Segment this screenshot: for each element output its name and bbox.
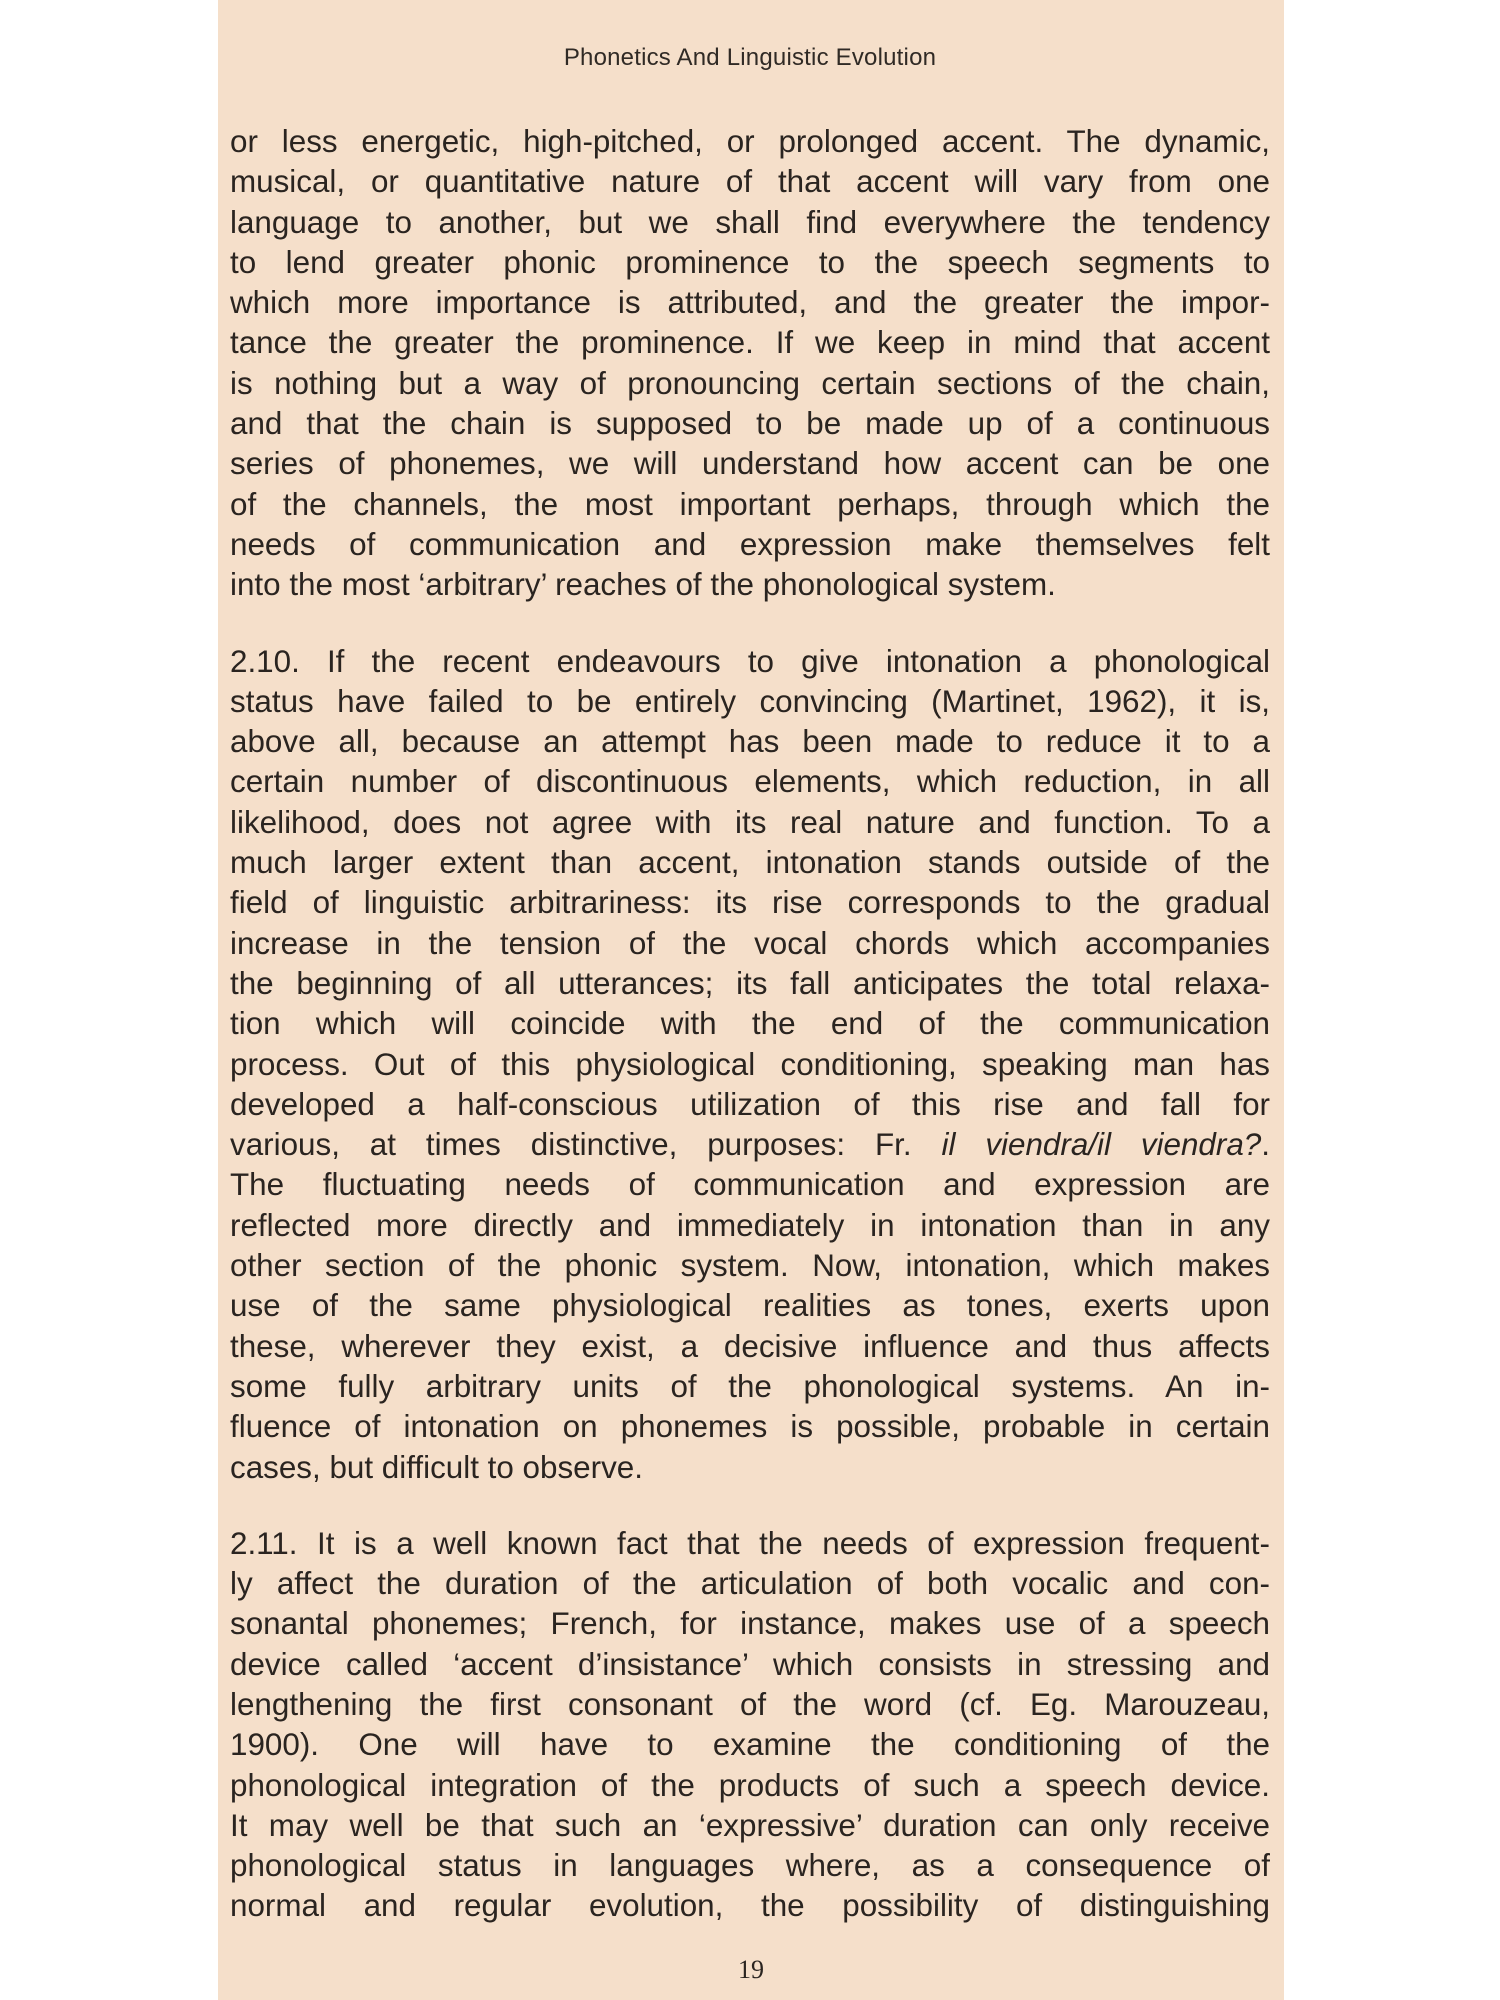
paragraph-spacer bbox=[230, 1488, 1270, 1524]
text-line: other section of the phonic system. Now, intonation, which makes bbox=[230, 1248, 1270, 1284]
text-line: device called ‘accent d’insistance’ which consists in stressing and bbox=[230, 1646, 1270, 1682]
text-line: 2.10. If the recent endeavours to give intonation a phonological bbox=[230, 643, 1270, 679]
text-line: needs of communication and expression make themselves felt bbox=[230, 526, 1270, 562]
paragraph-2-10 bbox=[230, 642, 1270, 1488]
text-line: It may well be that such an ‘expressive’ duration can only receive bbox=[230, 1807, 1270, 1843]
text-line: tion which will coincide with the end of the communication bbox=[230, 1006, 1270, 1042]
text-line: musical, or quantitative nature of that accent will vary from one bbox=[230, 164, 1270, 200]
text-line: ly affect the duration of the articulation of both vocalic and con- bbox=[230, 1566, 1270, 1602]
text-line: and that the chain is supposed to be made up of a continuous bbox=[230, 406, 1270, 442]
paragraph-2-11 bbox=[230, 1524, 1270, 1927]
text-line: likelihood, does not agree with its real nature and function. To a bbox=[230, 804, 1270, 840]
book-page bbox=[218, 0, 1284, 2000]
text-line: much larger extent than accent, intonation stands outside of the bbox=[230, 845, 1270, 881]
text-line: tance the greater the prominence. If we keep in mind that accent bbox=[230, 325, 1270, 361]
text-line: into the most ‘arbitrary’ reaches of the phonological system. bbox=[230, 567, 1056, 603]
text-line: to lend greater phonic prominence to the speech segments to bbox=[230, 244, 1270, 280]
paragraph-1 bbox=[230, 122, 1270, 606]
text-line: lengthening the first consonant of the word (cf. Eg. Marouzeau, bbox=[230, 1686, 1270, 1722]
text-line: use of the same physiological realities as tones, exerts upon bbox=[230, 1288, 1270, 1324]
text-line: is nothing but a way of pronouncing certain sections of the chain, bbox=[230, 365, 1270, 401]
text-line: these, wherever they exist, a decisive influence and thus affects bbox=[230, 1328, 1270, 1364]
text-line-with-italic-example bbox=[230, 1125, 1270, 1165]
text-line: series of phonemes, we will understand how accent can be one bbox=[230, 446, 1270, 482]
text-segment: . bbox=[1261, 1127, 1270, 1163]
page-number: 19 bbox=[738, 1955, 764, 1984]
text-segment: various, at times distinctive, purposes: Fr. bbox=[230, 1127, 942, 1163]
text-line: phonological integration of the products of such a speech device. bbox=[230, 1767, 1270, 1803]
text-line: field of linguistic arbitrariness: its rise corresponds to the gradual bbox=[230, 885, 1270, 921]
text-line: increase in the tension of the vocal chords which accompanies bbox=[230, 925, 1270, 961]
running-head: Phonetics And Linguistic Evolution bbox=[563, 44, 937, 71]
italic-example: il viendra/il viendra? bbox=[941, 1127, 1262, 1163]
text-line: The fluctuating needs of communication and expression are bbox=[230, 1167, 1270, 1203]
text-line: 2.11. It is a well known fact that the needs of expression frequent- bbox=[230, 1525, 1270, 1561]
text-line: the beginning of all utterances; its fall anticipates the total relaxa- bbox=[230, 965, 1270, 1001]
text-line: phonological status in languages where, as a consequence of bbox=[230, 1848, 1270, 1884]
text-line: normal and regular evolution, the possibility of distinguishing bbox=[230, 1888, 1270, 1924]
text-line: language to another, but we shall find everywhere the tendency bbox=[230, 204, 1270, 240]
text-line: status have failed to be entirely convincing (Martinet, 1962), it is, bbox=[230, 683, 1270, 719]
text-line: some fully arbitrary units of the phonological systems. An in- bbox=[230, 1368, 1270, 1404]
text-line: process. Out of this physiological conditioning, speaking man has bbox=[230, 1046, 1270, 1082]
text-line: above all, because an attempt has been made to reduce it to a bbox=[230, 724, 1270, 760]
text-line: of the channels, the most important perhaps, through which the bbox=[230, 486, 1270, 522]
text-line: fluence of intonation on phonemes is possible, probable in certain bbox=[230, 1409, 1270, 1445]
text-line: which more importance is attributed, and the greater the impor- bbox=[230, 285, 1270, 321]
text-line: sonantal phonemes; French, for instance, makes use of a speech bbox=[230, 1606, 1270, 1642]
paragraph-spacer bbox=[230, 606, 1270, 642]
text-line: developed a half-conscious utilization of this rise and fall for bbox=[230, 1086, 1270, 1122]
text-line: certain number of discontinuous elements, which reduction, in all bbox=[230, 764, 1270, 800]
text-line: cases, but difficult to observe. bbox=[230, 1449, 643, 1485]
text-line: or less energetic, high-pitched, or prolonged accent. The dynamic, bbox=[230, 124, 1270, 159]
text-line: reflected more directly and immediately in intonation than in any bbox=[230, 1207, 1270, 1243]
text-line: 1900). One will have to examine the conditioning of the bbox=[230, 1727, 1270, 1763]
